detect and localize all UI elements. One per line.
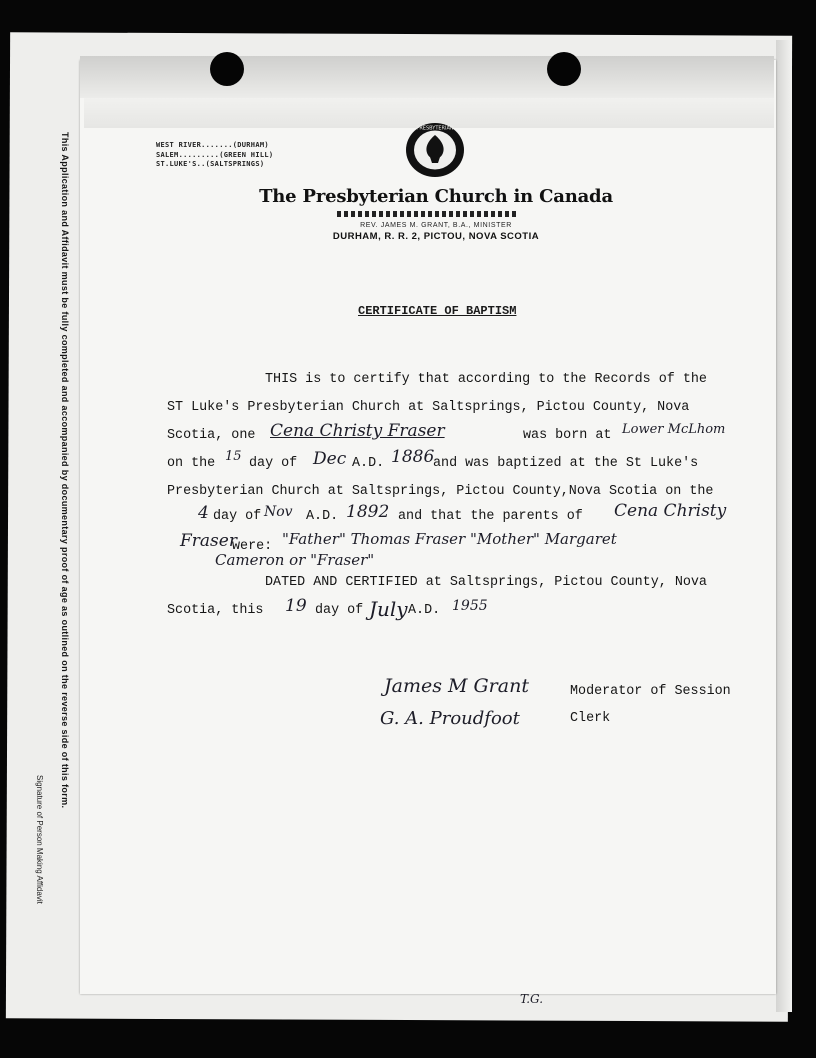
- ornamental-rule: [337, 211, 517, 217]
- body-line-10-dayof: day of: [315, 603, 364, 618]
- handwritten-name: Cena Christy Fraser: [270, 421, 445, 441]
- handwritten-dated-day: 19: [285, 596, 307, 616]
- handwritten-name-part2: Fraser: [180, 531, 237, 551]
- handwritten-birth-day: 15: [225, 449, 242, 464]
- body-line-4-start: on the: [167, 456, 216, 471]
- address-line: DURHAM, R. R. 2, PICTOU, NOVA SCOTIA: [332, 231, 540, 242]
- handwritten-parents-line2: Cameron or "Fraser": [215, 551, 375, 569]
- handwritten-birth-month: Dec: [313, 449, 347, 469]
- handwritten-dated-year: 1955: [452, 598, 488, 614]
- parish-salem: SALEM.........(GREEN HILL): [156, 150, 274, 159]
- clerk-title: Clerk: [570, 711, 611, 726]
- handwritten-baptism-day: 4: [198, 503, 209, 523]
- handwritten-bottom-mark: T.G.: [520, 992, 544, 1006]
- handwritten-dated-month: July: [369, 597, 408, 621]
- paper-fold-shadow: [80, 56, 774, 98]
- parish-st-lukes: ST.LUKE'S..(SALTSPRINGS): [156, 160, 265, 168]
- body-line-10-ad: A.D.: [408, 603, 441, 618]
- affidavit-side-note: This Application and Affidavit must be fully completed and accompanied by documentary proof of age as outlined on the reverse side of this form.: [60, 132, 70, 809]
- moderator-signature: James M Grant: [384, 675, 529, 697]
- body-line-2: ST Luke's Presbyterian Church at Saltsprings, Pictou County, Nova: [167, 400, 690, 415]
- handwritten-baptism-year: 1892: [346, 502, 390, 522]
- church-seal-icon: [404, 121, 466, 179]
- moderator-title: Moderator of Session: [570, 684, 731, 699]
- body-line-10-start: Scotia, this: [167, 603, 264, 618]
- body-line-6-ad: A.D.: [306, 509, 339, 524]
- body-line-6-dayof: day of: [213, 509, 262, 524]
- parish-list: [156, 141, 273, 170]
- punch-hole-right: [547, 52, 581, 86]
- minister-line: REV. JAMES M. GRANT, B.A., MINISTER: [360, 222, 512, 229]
- handwritten-birthplace: Lower McLhom: [622, 422, 726, 437]
- handwritten-baptism-month: Nov: [264, 504, 293, 520]
- clerk-signature: G. A. Proudfoot: [380, 708, 520, 729]
- body-line-7-were: were:: [232, 539, 273, 554]
- parish-west-river: WEST RIVER.......(DURHAM): [156, 141, 269, 149]
- body-line-5: Presbyterian Church at Saltsprings, Pictou County,Nova Scotia on the: [167, 484, 714, 499]
- body-line-3-start: Scotia, one: [167, 428, 256, 443]
- body-line-4-end: and was baptized at the St Luke's: [433, 456, 699, 471]
- certificate-heading: CERTIFICATE OF BAPTISM: [358, 304, 517, 318]
- handwritten-name-part1: Cena Christy: [614, 501, 727, 521]
- body-line-6-end: and that the parents of: [398, 509, 583, 524]
- punch-hole-left: [210, 52, 244, 86]
- seal-text: PRESBYTERIAN: [416, 125, 454, 132]
- affidavit-signature-label: Signature of Person Making Affidavit: [35, 775, 44, 904]
- handwritten-birth-year: 1886: [391, 447, 435, 467]
- body-line-3-mid: was born at: [523, 428, 612, 443]
- body-line-9: DATED AND CERTIFIED at Saltsprings, Pictou County, Nova: [265, 575, 707, 590]
- back-sheet-edge: [776, 40, 792, 1012]
- handwritten-parents-line1: "Father" Thomas Fraser "Mother" Margaret: [282, 530, 617, 548]
- body-line-4-ad: A.D.: [352, 456, 385, 471]
- church-name: The Presbyterian Church in Canada: [259, 186, 613, 207]
- body-line-1: THIS is to certify that according to the Records of the: [265, 372, 707, 387]
- body-line-4-dayof: day of: [249, 456, 298, 471]
